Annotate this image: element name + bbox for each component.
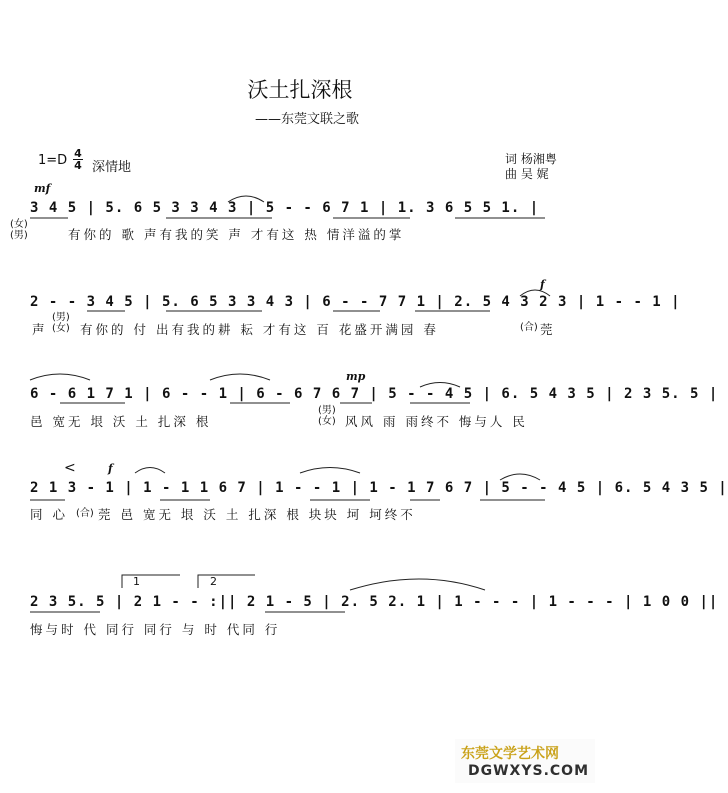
time-signature-top: 4 xyxy=(74,147,82,160)
song-subtitle: ——东莞文联之歌 xyxy=(255,112,360,127)
volta-2: 2 xyxy=(210,575,217,588)
chorus-mark: (合) xyxy=(520,322,538,333)
lyrics-row-3b: 风风 雨 雨终不 悔与人 民 xyxy=(345,414,528,429)
watermark-url[interactable]: DGWXYS.COM xyxy=(468,763,589,779)
dynamic-mf: mf xyxy=(34,182,51,195)
notation-row-1: 3 4 5 | 5. 6 5 3 3 4 3 | 5 - - 6 7 1 | 1. 3 6 5 5 1. | xyxy=(30,200,540,216)
voice-mark-1 xyxy=(10,219,28,241)
crescendo-hairpin: < xyxy=(64,460,76,476)
voice-female: (女) xyxy=(52,323,70,334)
dynamic-f: f xyxy=(108,462,113,475)
lyricist-credit: 词 杨湘粤 xyxy=(505,152,557,166)
notation-row-4: 2 1 3 - 1 | 1 - 1 1 6 7 | 1 - - 1 | 1 - 1 7 6 7 | 5 - - 4 5 | 6. 5 4 3 5 | xyxy=(30,480,728,496)
notation-row-3: 6 - 6 1 7 1 | 6 - - 1 | 6 - 6 7 6 7 | 5 - - 4 5 | 6. 5 4 3 5 | 2 3 5. 5 | xyxy=(30,386,719,402)
key-signature: 1=D xyxy=(38,153,68,168)
notation-row-2: 2 - - 3 4 5 | 5. 6 5 3 3 4 3 | 6 - - 7 7 1 | 2. 5 4 3 2 3 | 1 - - 1 | xyxy=(30,294,681,310)
tempo-marking: 深情地 xyxy=(92,160,132,175)
notation-row-5: 2 3 5. 5 | 2 1 - - :|| 2 1 - 5 | 2. 5 2. 1 | 1 - - - | 1 - - - | 1 0 0 || xyxy=(30,594,719,610)
lyrics-row-4b: 莞 邑 宽无 垠 沃 土 扎深 根 块块 坷 坷终不 xyxy=(98,507,416,522)
watermark-site-name[interactable]: 东莞文学艺术网 xyxy=(461,746,559,762)
composer-credit: 曲 吴 娓 xyxy=(505,167,549,181)
lyrics-row-2: 有你的 付 出有我的耕 耘 才有这 百 花盛开满园 春 xyxy=(80,322,439,337)
voice-female: (女) xyxy=(10,219,28,230)
lyrics-row-3a: 邑 宽无 垠 沃 土 扎深 根 xyxy=(30,414,212,429)
time-signature-bottom: 4 xyxy=(74,159,82,172)
voice-mark-3 xyxy=(318,405,336,427)
song-title: 沃土扎深根 xyxy=(247,78,353,102)
dynamic-mp: mp xyxy=(346,370,366,383)
voice-male: (男) xyxy=(318,405,336,416)
lyrics-row-1: 有你的 歌 声有我的笑 声 才有这 热 情洋溢的掌 xyxy=(68,227,405,242)
dynamic-f: f xyxy=(540,278,545,291)
voice-female: (女) xyxy=(318,416,336,427)
lyrics-tail-2: 莞 xyxy=(540,322,556,337)
voice-male: (男) xyxy=(10,230,28,241)
lyrics-row-4a: 同 心 xyxy=(30,507,68,522)
chorus-mark: (合) xyxy=(76,508,94,519)
voice-male: (男) xyxy=(52,312,70,323)
voice-mark-2 xyxy=(52,312,70,334)
lyrics-lead-2: 声 xyxy=(32,322,48,337)
lyrics-row-5: 悔与时 代 同行 同行 与 时 代同 行 xyxy=(30,622,281,637)
volta-1: 1 xyxy=(133,575,140,588)
